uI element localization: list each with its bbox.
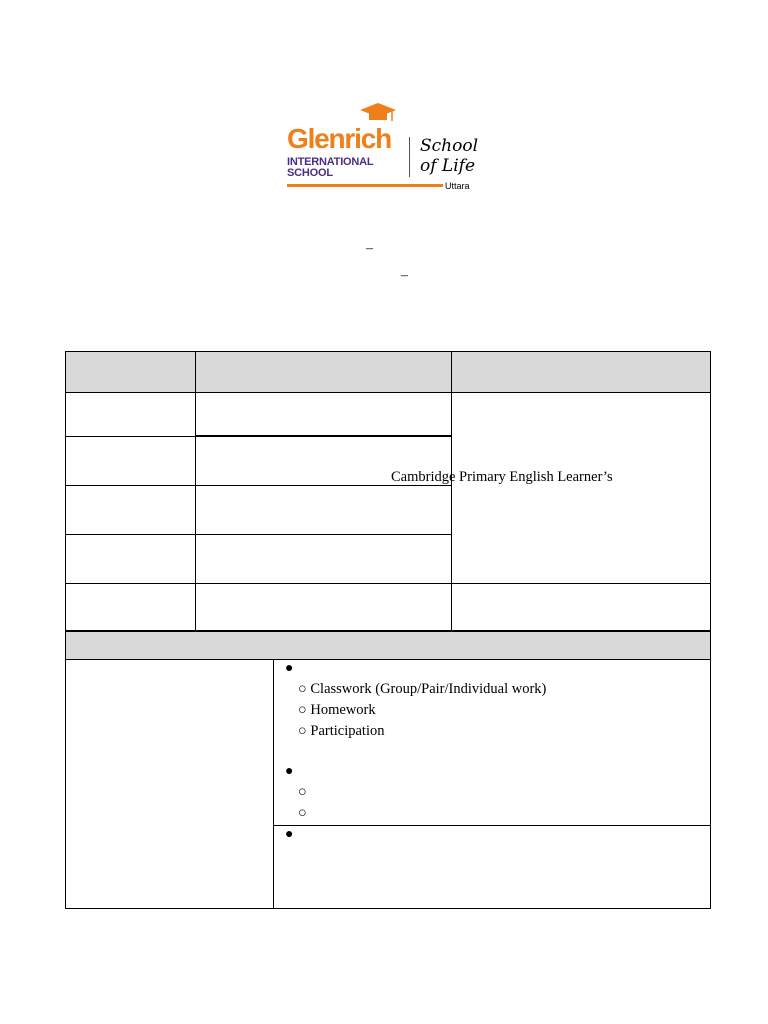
tagline-line-1: School [420,136,479,156]
list-item [298,679,546,699]
list-item-label: Classwork (Group/Pair/Individual work) [310,681,547,697]
header-dash-1: – [366,241,373,256]
material-cell [451,392,711,584]
logo-underline [287,184,443,187]
material-text: Cambridge Primary English Learner’s [391,469,613,485]
sub-bullet-icon: ○ [298,805,307,821]
brand-subtitle [287,157,373,179]
row-2-col-1 [65,436,196,486]
header-cell-3 [451,351,711,393]
header-dash-2: – [401,268,408,283]
list-item-label: Homework [310,702,376,718]
bullet-icon: ● [285,661,294,676]
list-item-label: Participation [310,723,385,739]
sub-bullet-icon: ○ [298,723,307,739]
logo-divider [409,137,410,177]
brand-subtitle-line-1: INTERNATIONAL [287,156,374,168]
bullet-icon: ● [285,764,294,779]
row-5-col-3 [451,583,711,631]
tagline-line-2: of Life [420,156,476,176]
row-4-col-1 [65,534,196,584]
sub-bullet-icon: ○ [298,702,307,718]
lesson-plan-table [65,351,711,631]
list-item [298,782,307,802]
section-band [65,631,711,660]
brand-subtitle-line-2: SCHOOL [287,167,333,179]
row-3-col-2 [195,485,452,535]
row-5-col-1 [65,583,196,631]
brand-name: Glenrich [287,123,391,154]
sub-bullet-icon: ○ [298,681,307,697]
row-1-col-1 [65,392,196,437]
sub-bullet-icon: ○ [298,784,307,800]
header-cell-1 [65,351,196,393]
row-3-col-1 [65,485,196,535]
list-item [298,721,384,741]
assessment-column-divider [273,660,274,908]
location-label: Uttara [445,181,470,191]
assessment-row-divider [273,825,710,826]
list-item [298,803,307,823]
school-logo [285,102,485,194]
bullet-icon: ● [285,827,294,842]
list-item [298,700,376,720]
row-1-col-2 [195,392,452,437]
row-5-col-2 [195,583,452,631]
header-cell-2 [195,351,452,393]
row-4-col-2 [195,534,452,584]
